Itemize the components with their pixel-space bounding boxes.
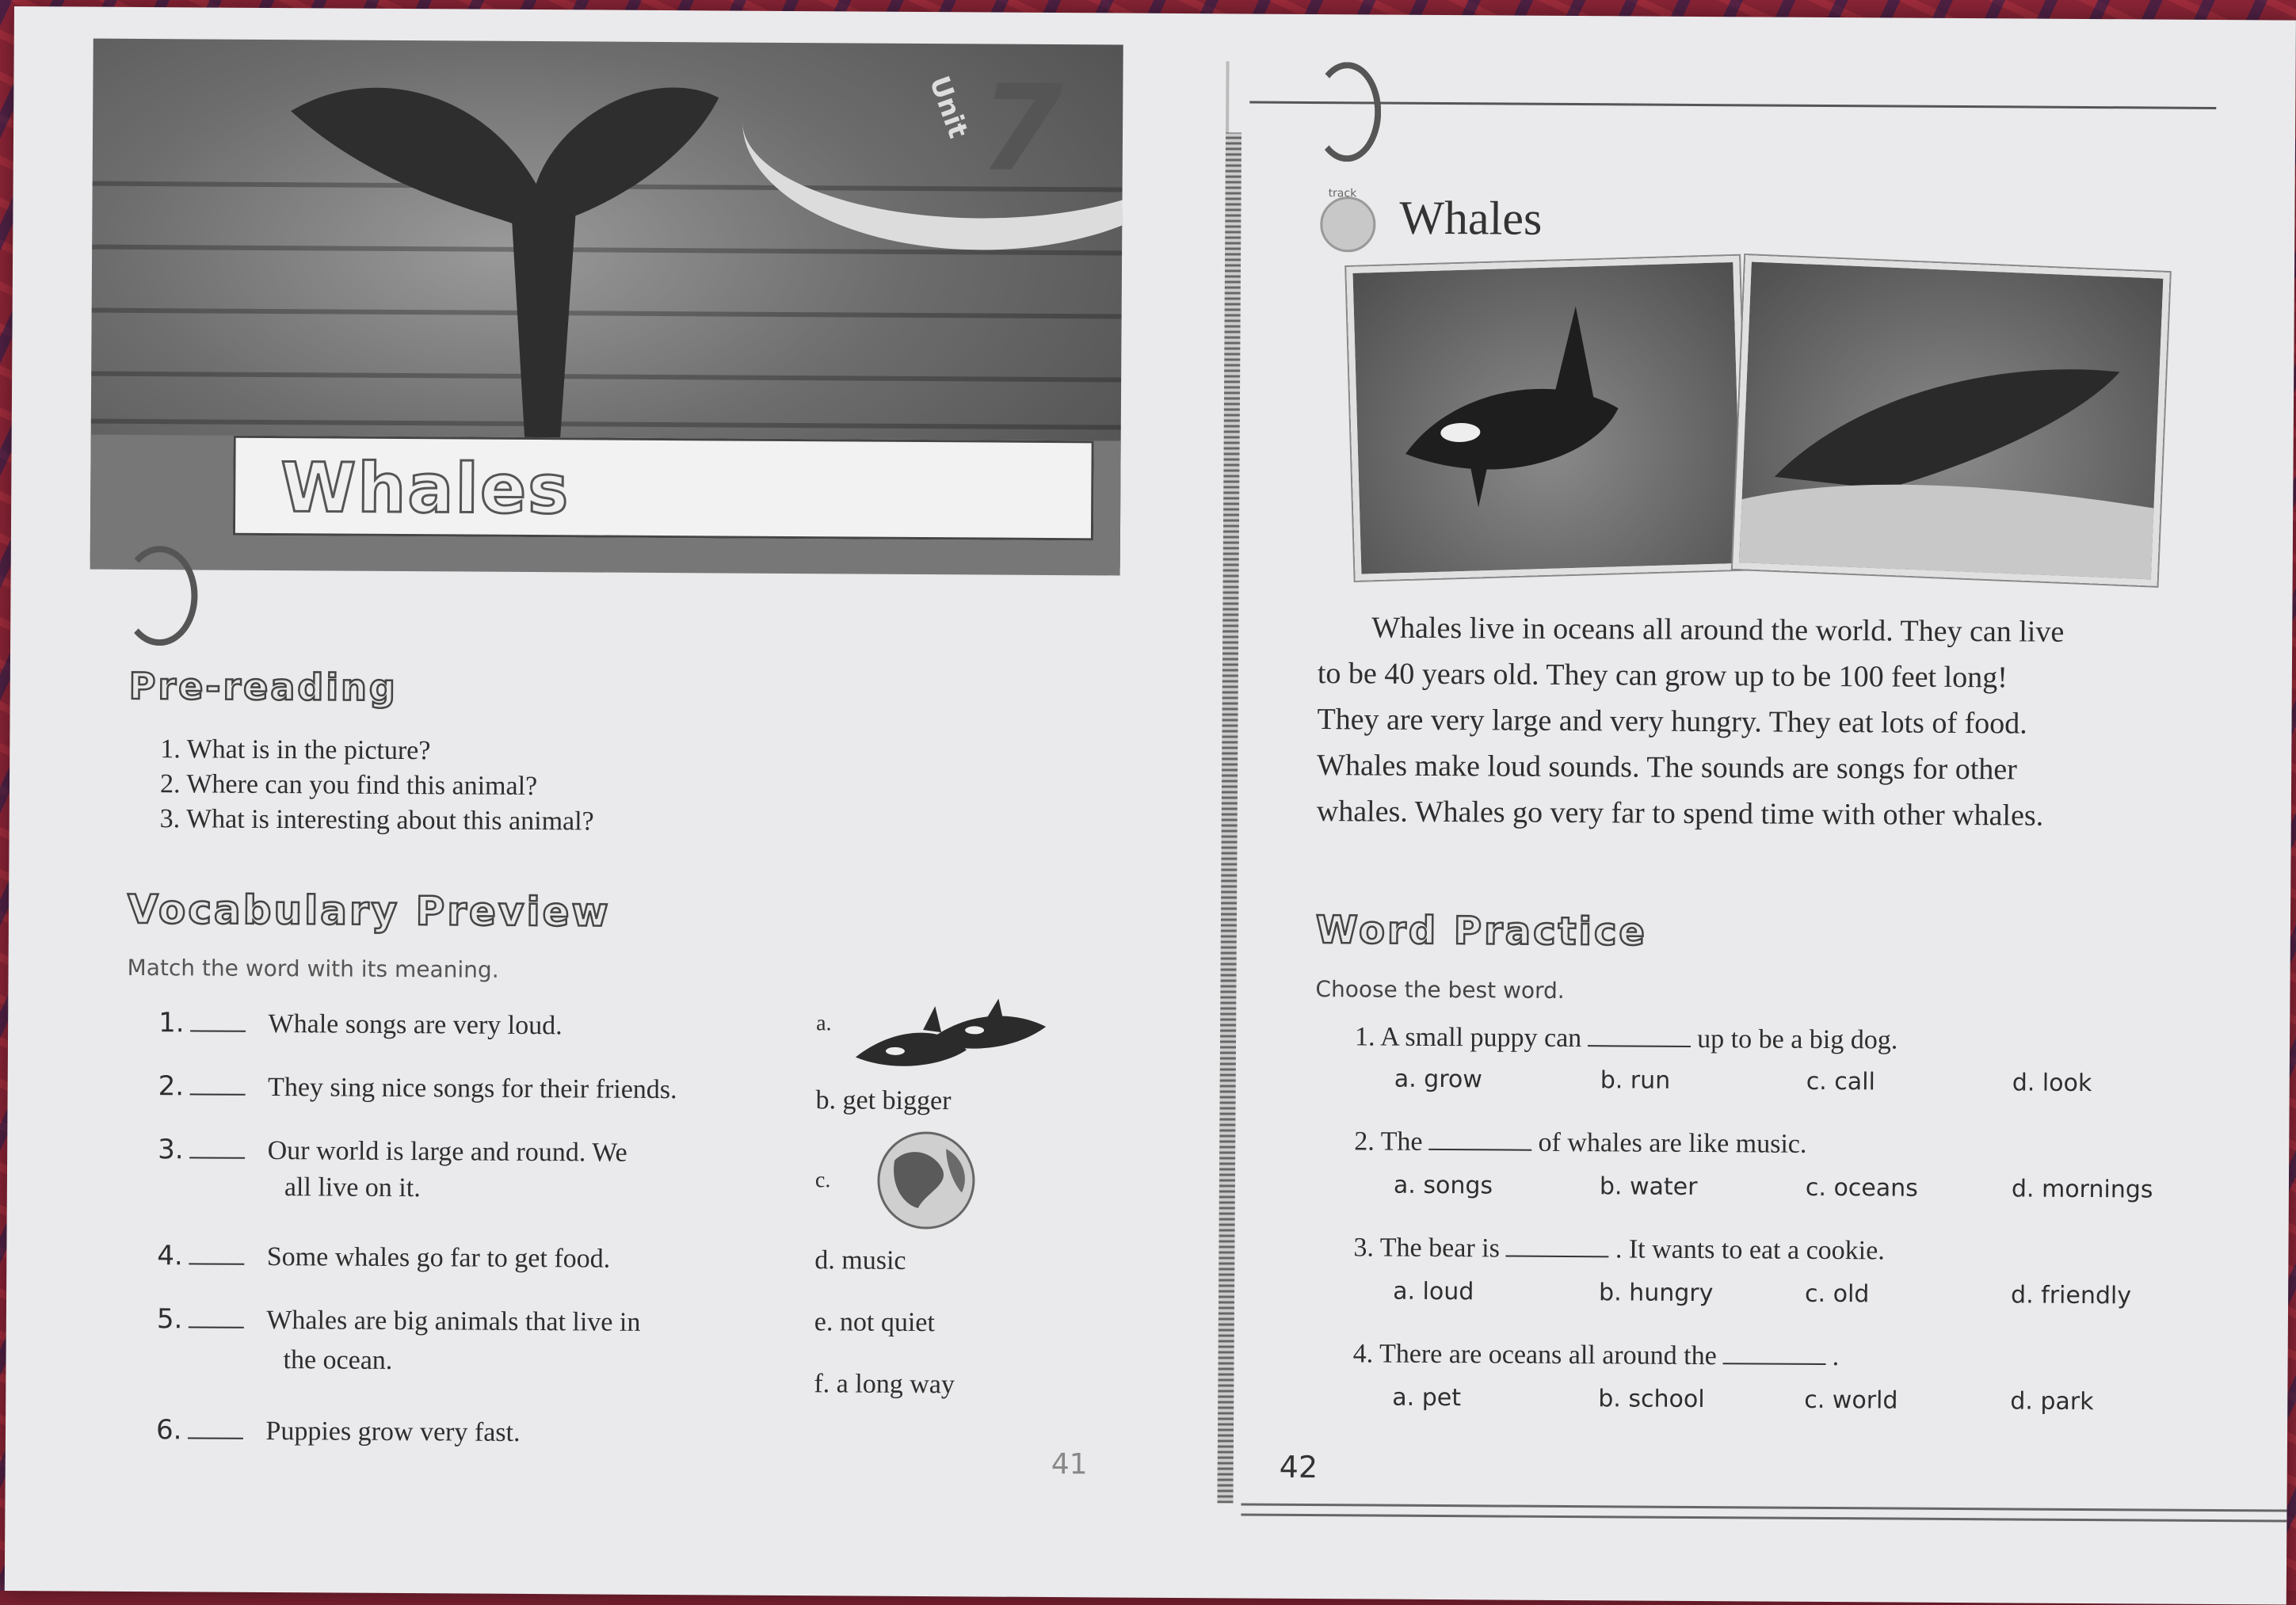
humpback-whale-photo (1733, 255, 2170, 586)
answer-blank[interactable] (190, 1093, 246, 1095)
q1-choice-c[interactable]: c. call (1806, 1067, 1875, 1096)
unit-title: Whales (280, 448, 570, 530)
track-label: track (1328, 187, 1357, 200)
page-edge-bar (1217, 132, 1241, 1503)
prereading-question-3: 3. What is interesting about this animal? (159, 804, 594, 837)
q2-choice-a[interactable]: a. songs (1393, 1171, 1493, 1200)
word-practice-heading: Word Practice (1315, 908, 1648, 955)
q3-choice-d[interactable]: d. friendly (2011, 1281, 2132, 1310)
answer-blank[interactable] (1588, 1045, 1691, 1047)
header-rule (1249, 101, 2216, 109)
globe-image (871, 1129, 982, 1233)
answer-blank[interactable] (189, 1326, 244, 1328)
vocab-item-3-cont: all live on it. (284, 1172, 421, 1203)
unit-label: Unit (922, 71, 974, 143)
q1-choice-a[interactable]: a. grow (1394, 1065, 1482, 1094)
option-e: e. not quiet (814, 1307, 936, 1338)
passage-line-5: whales. Whales go very far to spend time with other whales. (1316, 795, 2044, 833)
unit-number: 7 (979, 59, 1063, 199)
passage-line-4: Whales make loud sounds. The sounds are songs for other (1317, 749, 2017, 787)
answer-blank[interactable] (1428, 1149, 1531, 1151)
practice-question-3: 3. The bear is . It wants to eat a cookie. (1353, 1233, 1885, 1266)
passage-line-3: They are very large and very hungry. They eat lots of food. (1317, 703, 2027, 741)
vocab-item-6: 6. Puppies grow very fast. (155, 1414, 521, 1447)
prereading-question-2: 2. Where can you find this animal? (159, 769, 538, 802)
option-d: d. music (814, 1245, 906, 1275)
q1-choice-b[interactable]: b. run (1600, 1066, 1671, 1095)
option-a-letter: a. (816, 1011, 832, 1036)
orca-pair-image (848, 993, 1055, 1082)
vocab-item-2: 2. They sing nice songs for their friends. (158, 1070, 677, 1105)
vocab-item-1: 1. Whale songs are very loud. (158, 1007, 563, 1041)
rope-hook-decoration (121, 546, 198, 646)
word-practice-instruction: Choose the best word. (1315, 976, 1565, 1004)
rope-hook-decoration-right (1313, 62, 1382, 162)
q2-choice-c[interactable]: c. oceans (1805, 1173, 1918, 1203)
practice-question-1: 1. A small puppy can up to be a big dog. (1354, 1022, 1898, 1055)
passage-line-1: Whales live in oceans all around the world. They can live (1371, 611, 2065, 649)
vocab-item-5-cont: the ocean. (283, 1345, 393, 1375)
vocab-item-3: 3. Our world is large and round. We (158, 1134, 627, 1168)
option-f: f. a long way (814, 1369, 955, 1400)
workbook-spread (5, 6, 2296, 1605)
q2-choice-d[interactable]: d. mornings (2011, 1175, 2153, 1204)
page-number-right: 42 (1279, 1449, 1318, 1485)
answer-blank[interactable] (191, 1030, 246, 1031)
page-number-left: 41 (1051, 1448, 1088, 1481)
answer-blank[interactable] (1506, 1256, 1609, 1258)
q4-choice-b[interactable]: b. school (1598, 1385, 1705, 1414)
option-c-letter: c. (814, 1168, 831, 1193)
answer-blank[interactable] (190, 1157, 246, 1158)
vocab-item-4: 4. Some whales go far to get food. (157, 1240, 611, 1274)
q4-choice-a[interactable]: a. pet (1392, 1383, 1462, 1412)
q3-choice-a[interactable]: a. loud (1393, 1277, 1474, 1306)
option-b: b. get bigger (815, 1085, 952, 1116)
vocabulary-instruction: Match the word with its meaning. (127, 954, 499, 983)
answer-blank[interactable] (1723, 1363, 1826, 1365)
practice-question-2: 2. The of whales are like music. (1354, 1127, 1807, 1159)
passage-line-2: to be 40 years old. They can grow up to be 100 feet long! (1317, 657, 2008, 695)
prereading-question-1: 1. What is in the picture? (160, 734, 431, 766)
q3-choice-b[interactable]: b. hungry (1599, 1279, 1714, 1308)
audio-track-icon (1320, 196, 1375, 252)
answer-blank[interactable] (188, 1437, 243, 1439)
orca-photo (1346, 256, 1748, 581)
q3-choice-c[interactable]: c. old (1805, 1279, 1870, 1309)
reading-title: Whales (1399, 191, 1543, 245)
q1-choice-d[interactable]: d. look (2012, 1069, 2092, 1098)
vocab-item-5: 5. Whales are big animals that live in (156, 1303, 641, 1337)
answer-blank[interactable] (189, 1263, 245, 1264)
prereading-heading: Pre-reading (128, 664, 398, 709)
vocabulary-heading: Vocabulary Preview (127, 886, 611, 936)
footer-rule (1241, 1503, 2286, 1522)
q2-choice-b[interactable]: b. water (1599, 1172, 1698, 1202)
q4-choice-c[interactable]: c. world (1804, 1386, 1898, 1415)
q4-choice-d[interactable]: d. park (2010, 1387, 2094, 1416)
practice-question-4: 4. There are oceans all around the . (1352, 1339, 1840, 1372)
